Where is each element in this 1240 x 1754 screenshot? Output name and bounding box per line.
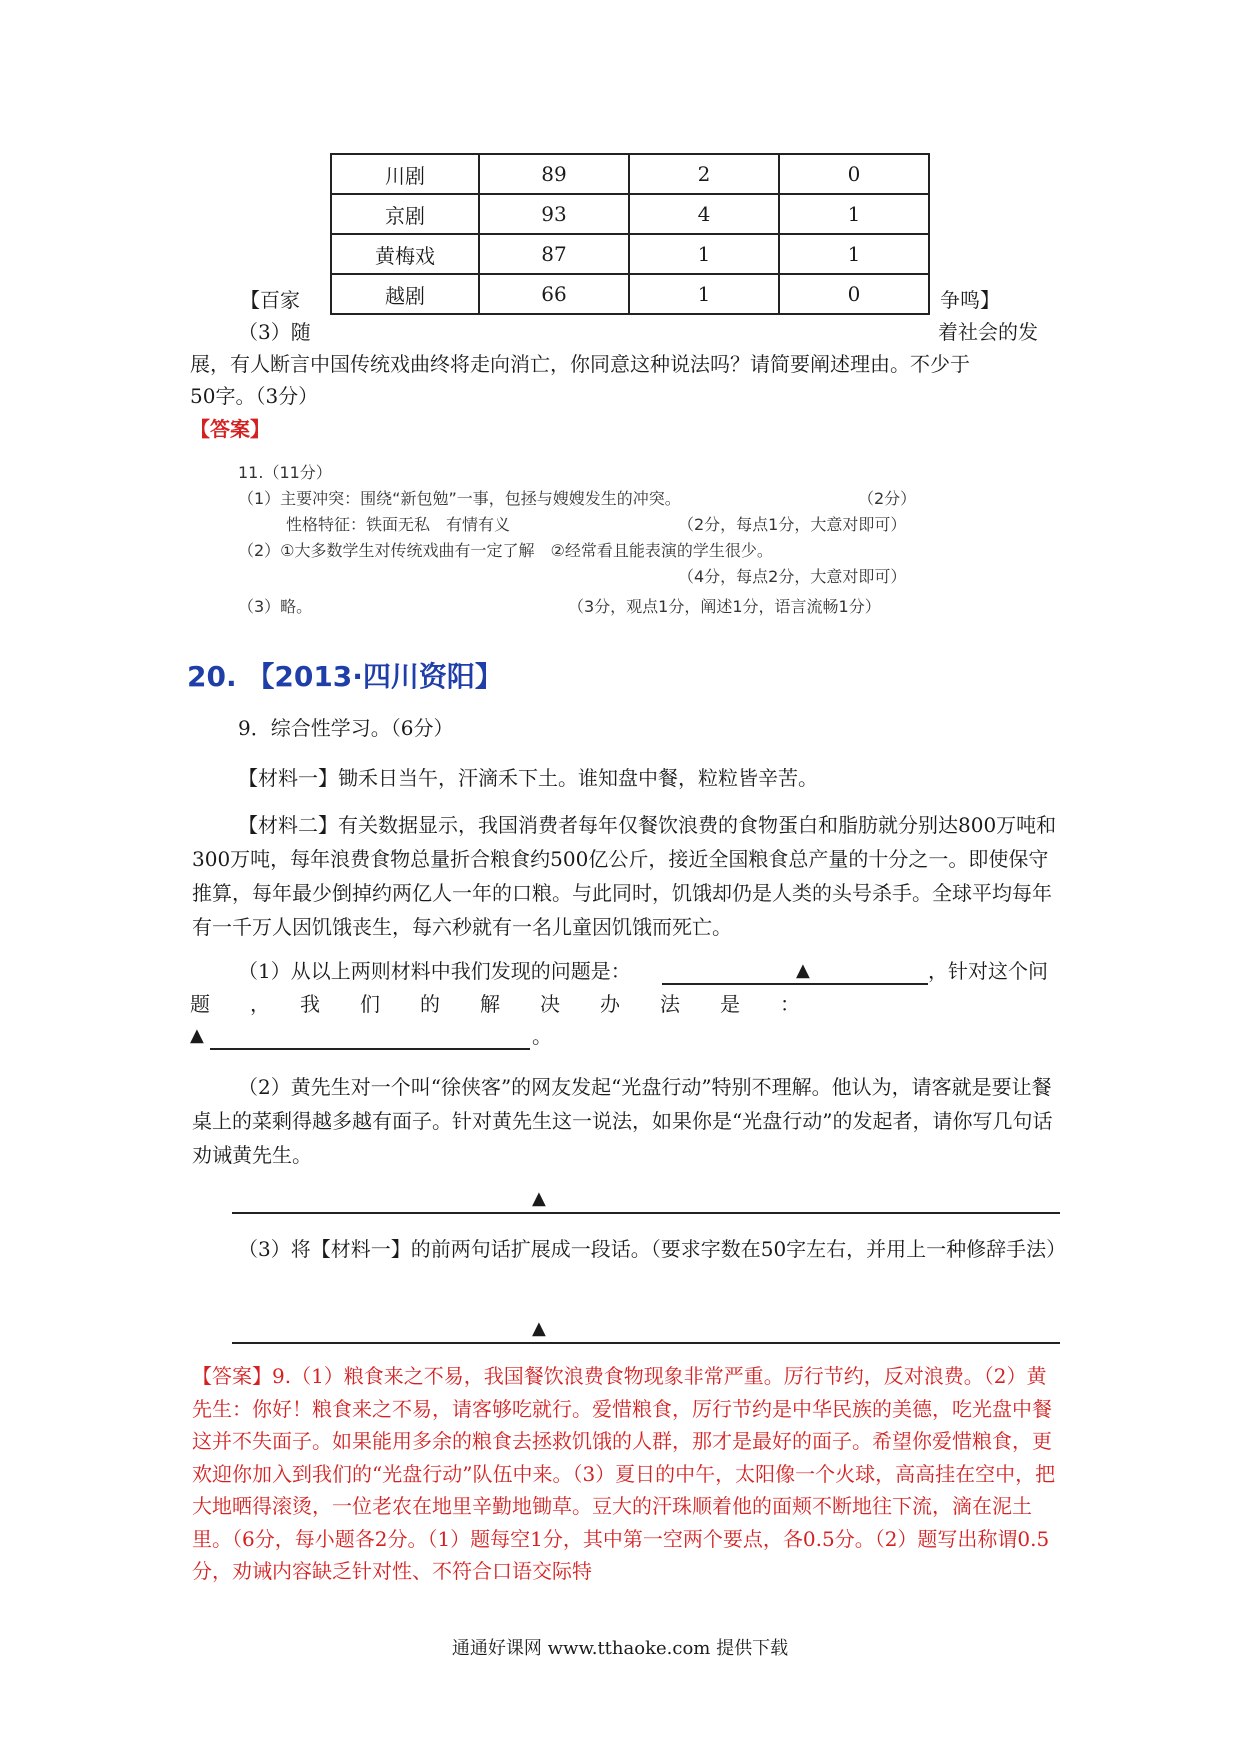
scan-line: （3分，观点1分，阐述1分，语言流畅1分） — [568, 597, 881, 616]
scan-line: 性格特征：铁面无私 有情有义 — [286, 515, 511, 534]
section-heading: 20. 【2013·四川资阳】 — [187, 660, 503, 693]
table-cell: 93 — [479, 194, 629, 234]
table-row — [331, 194, 929, 234]
question-3-right: 着社会的发 — [938, 320, 1038, 344]
scan-line: （1）主要冲突：围绕“新包勉”一事，包拯与嫂嫂发生的冲突。 — [238, 489, 681, 508]
table-row — [331, 274, 929, 314]
table-cell: 1 — [629, 234, 779, 274]
answer-line-3[interactable] — [232, 1342, 1060, 1344]
triangle-marker: ▲ — [532, 1318, 546, 1339]
scan-line: （4分，每点2分，大意对即可） — [678, 567, 907, 586]
material-one: 【材料一】锄禾日当午，汗滴禾下土。谁知盘中餐，粒粒皆辛苦。 — [238, 766, 818, 790]
table-cell: 黄梅戏 — [331, 234, 479, 274]
page-footer: 通通好课网 www.tthaoke.com 提供下载 — [451, 1638, 789, 1659]
triangle-marker: ▲ — [796, 960, 810, 981]
triangle-marker: ▲ — [190, 1025, 204, 1046]
table-cell: 1 — [779, 234, 929, 274]
sub-question-1 — [238, 955, 631, 987]
question-3-line3: 50字。（3分） — [190, 384, 319, 408]
section-tag-right: 争鸣】 — [940, 288, 1000, 312]
answer-paragraph: 【答案】9.（1）粮食来之不易，我国餐饮浪费食物现象非常严重。厉行节约，反对浪费。（2）黄先生：你好！粮食来之不易，请客够吃就行。爱惜粮食，厉行节约是中华民族的美德，吃光盘中餐这并不失面子。如果能用多余的粮食去拯救饥饿的人群，那才是最好的面子。希望你爱惜粮食，更欢迎你加入到我们的“光盘行动”队伍中来。（3）夏日的中午，太阳像一个火球，高高挂在空中，把大地晒得滚烫，一位老农在地里辛勤地锄草。豆大的汗珠顺着他的面颊不断地往下流，滴在泥土里。（6分，每小题各2分。（1）题每空1分，其中第一空两个要点，各0.5分。（2）题写出称谓0.5分，劝诫内容缺乏针对性、不符合口语交际特 — [192, 1364, 1056, 1583]
table-row — [331, 234, 929, 274]
sub-question-1-line2: 题 ， 我 们 的 解 决 办 法 是 ： — [190, 992, 800, 1016]
table-cell: 越剧 — [331, 274, 479, 314]
question-3-left: （3）随 — [238, 320, 311, 344]
scan-line: （3）略。 — [238, 597, 313, 616]
triangle-marker: ▲ — [532, 1188, 546, 1209]
scan-line: 11.（11分） — [238, 463, 332, 482]
table-cell: 1 — [779, 194, 929, 234]
table-cell: 京剧 — [331, 194, 479, 234]
sub-question-1-cont: ，针对这个问 — [928, 959, 1048, 983]
sub-question-3: （3）将【材料一】的前两句话扩展成一段话。（要求字数在50字左右，并用上一种修辞手法） — [238, 1237, 1067, 1261]
table-cell: 4 — [629, 194, 779, 234]
sub-question-2: （2）黄先生对一个叫“徐侠客”的网友发起“光盘行动”特别不理解。他认为，请客就是要让餐桌上的菜剩得越多越有面子。针对黄先生这一说法，如果你是“光盘行动”的发起者，请你写几句话劝诫黄先生。 — [192, 1075, 1053, 1167]
answer-line-2[interactable] — [232, 1212, 1060, 1214]
table-cell: 2 — [629, 154, 779, 194]
table-cell: 66 — [479, 274, 629, 314]
answer-blank-1[interactable] — [662, 983, 928, 985]
scan-line: （2）①大多数学生对传统戏曲有一定了解 ②经常看且能表演的学生很少。 — [238, 541, 773, 560]
table-cell: 1 — [629, 274, 779, 314]
sub-question-1-text: （1）从以上两则材料中我们发现的问题是： — [238, 959, 631, 983]
scan-line: （2分） — [858, 489, 917, 508]
table-cell: 0 — [779, 154, 929, 194]
table-row — [331, 154, 929, 194]
opera-survey-table — [330, 153, 930, 315]
table-cell: 87 — [479, 234, 629, 274]
question-9-title: 9．综合性学习。（6分） — [238, 716, 454, 740]
scan-line: （2分，每点1分，大意对即可） — [678, 515, 907, 534]
scanned-answer-block — [238, 460, 928, 620]
period: 。 — [532, 1024, 552, 1048]
section-tag-left: 【百家 — [240, 288, 300, 312]
question-3-line2: 展，有人断言中国传统戏曲终将走向消亡，你同意这种说法吗？请简要阐述理由。不少于 — [190, 352, 970, 376]
table-cell: 川剧 — [331, 154, 479, 194]
answer-label: 【答案】 — [190, 417, 270, 441]
answer-blank-2[interactable] — [210, 1048, 530, 1050]
table-cell: 0 — [779, 274, 929, 314]
table-cell: 89 — [479, 154, 629, 194]
material-two: 【材料二】有关数据显示，我国消费者每年仅餐饮浪费的食物蛋白和脂肪就分别达800万吨和300万吨，每年浪费食物总量折合粮食约500亿公斤，接近全国粮食总产量的十分之一。即使保守推算，每年最少倒掉约两亿人一年的口粮。与此同时，饥饿却仍是人类的头号杀手。全球平均每年有一千万人因饥饿丧生，每六秒就有一名儿童因饥饿而死亡。 — [192, 813, 1057, 939]
